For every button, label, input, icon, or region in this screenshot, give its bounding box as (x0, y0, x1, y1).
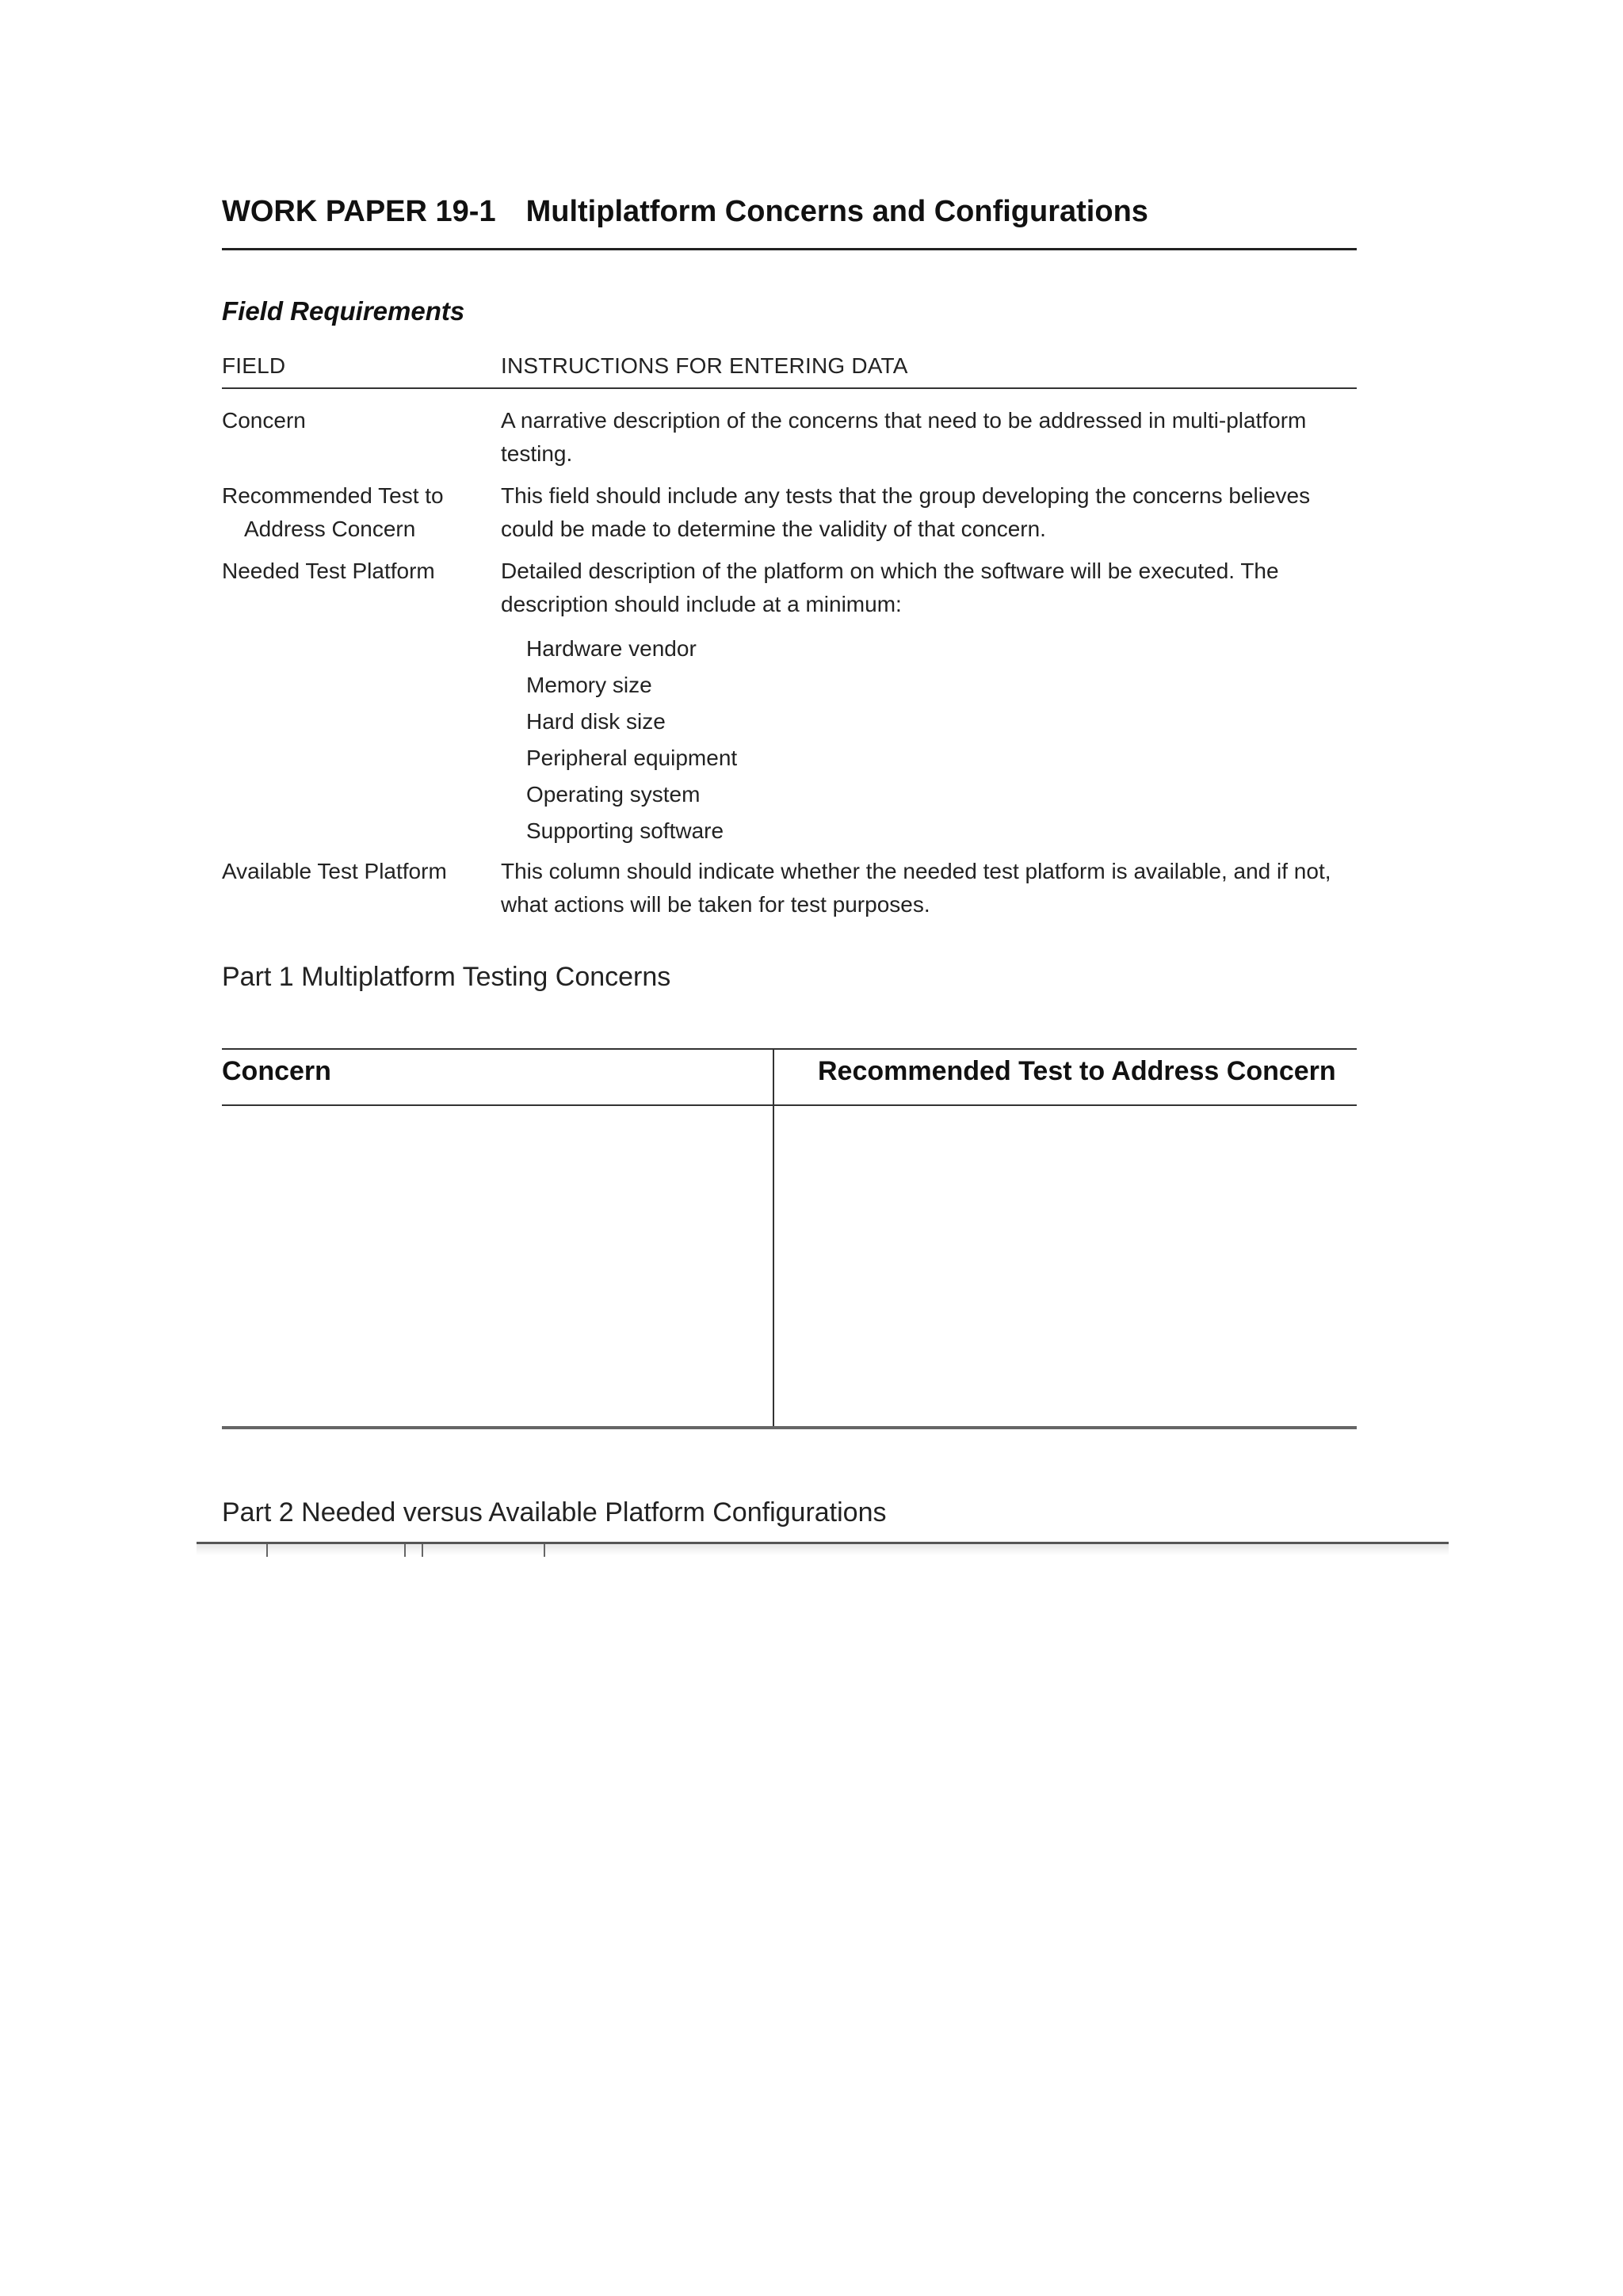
cropped-table-edge (197, 1542, 1449, 1558)
field-name: Needed Test Platform (222, 559, 435, 583)
instructions-column-header: INSTRUCTIONS FOR ENTERING DATA (501, 353, 908, 378)
work-paper-number: WORK PAPER 19-1 (222, 195, 496, 228)
field-description: A narrative description of the concerns that need to be addressed in multi-platform testing. (501, 408, 1307, 466)
list-item: Peripheral equipment (526, 746, 738, 770)
list-item: Operating system (526, 782, 701, 807)
field-requirements-heading: Field Requirements (222, 296, 465, 326)
list-item: Memory size (526, 673, 652, 697)
table-column-divider (773, 1048, 774, 1429)
work-paper-title (222, 195, 1357, 229)
part1-title: Part 1 Multiplatform Testing Concerns (222, 962, 671, 992)
strip-column-edge (422, 1544, 545, 1557)
table-header-rule (222, 1104, 1357, 1106)
field-description: Detailed description of the platform on which the software will be executed. The description should include at a minimum: (501, 559, 1279, 616)
list-item: Supporting software (526, 818, 724, 843)
platform-requirements-list (526, 631, 737, 849)
strip-column-edge (266, 1544, 406, 1557)
field-name: Concern (222, 408, 306, 433)
field-name-line: Recommended Test to (222, 483, 444, 508)
field-name-line: Address Concern (244, 517, 416, 541)
field-column-header: FIELD (222, 353, 286, 378)
title-divider (222, 248, 1357, 250)
table-bottom-rule (222, 1426, 1357, 1429)
part2-title: Part 2 Needed versus Available Platform Configurations (222, 1497, 887, 1527)
field-description: This field should include any tests that the group developing the concerns believes could be made to determine the validity of that concern. (501, 483, 1311, 541)
table-top-rule (222, 1048, 1357, 1050)
list-item: Hardware vendor (526, 636, 697, 661)
work-paper-name: Multiplatform Concerns and Configurations (525, 195, 1148, 228)
field-name: Available Test Platform (222, 859, 447, 883)
concern-column-header: Concern (222, 1056, 331, 1086)
recommended-test-column-header: Recommended Test to Address Concern (818, 1056, 1336, 1086)
field-description: This column should indicate whether the needed test platform is available, and if not, what actions will be taken for test purposes. (501, 859, 1331, 917)
field-name (222, 479, 491, 546)
field-header-divider (222, 387, 1357, 389)
list-item: Hard disk size (526, 709, 666, 734)
